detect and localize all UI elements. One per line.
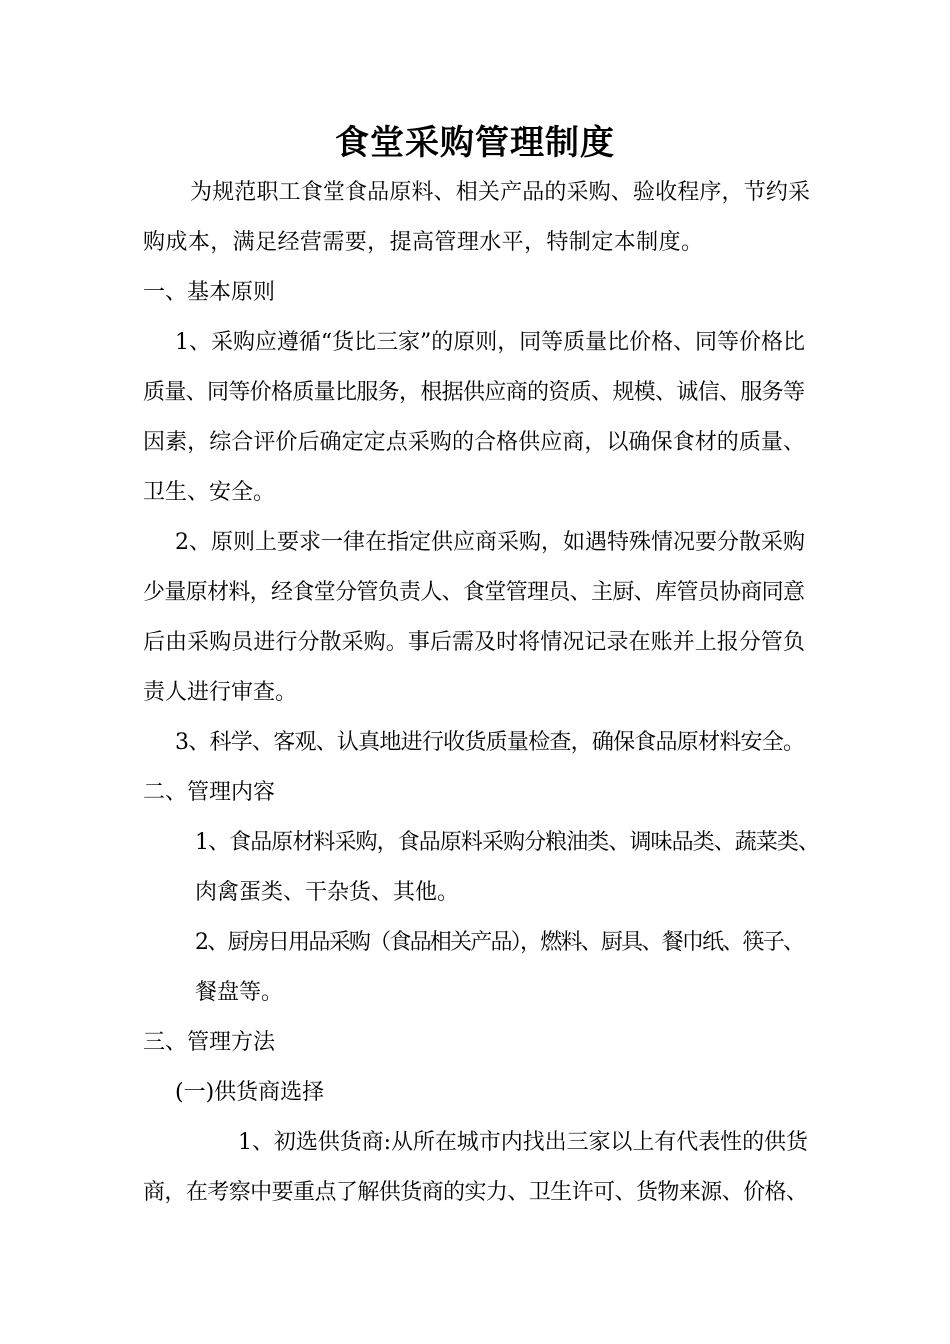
paragraph-line: 卫生、安全。: [143, 480, 276, 505]
section-heading-2: 二、管理内容: [143, 780, 276, 805]
paragraph-line: 商，在考察中要重点了解供货商的实力、卫生许可、货物来源、价格、: [143, 1180, 808, 1205]
paragraph-line: 购成本，满足经营需要，提高管理水平，特制定本制度。: [143, 230, 704, 255]
list-item-line: 1、食品原材料采购，食品原料采购分粮油类、调味品类、蔬菜类、: [195, 830, 820, 855]
list-item-line: 2、厨房日用品采购（食品相关产品），燃料、厨具、餐巾纸、筷子、: [195, 930, 804, 955]
paragraph-line: 为规范职工食堂食品原料、相关产品的采购、验收程序，节约采: [190, 180, 811, 205]
paragraph-line: 责人进行审查。: [143, 680, 298, 705]
section-heading-1: 一、基本原则: [143, 280, 276, 305]
paragraph-line: 质量、同等价格质量比服务，根据供应商的资质、规模、诚信、服务等: [143, 380, 805, 405]
document-title: 食堂采购管理制度: [335, 123, 615, 163]
section-heading-3: 三、管理方法: [143, 1030, 276, 1055]
paragraph-line: 因素，综合评价后确定定点采购的合格供应商，以确保食材的质量、: [143, 430, 806, 455]
subsection-heading: (一)供货商选择: [175, 1080, 325, 1105]
paragraph-line: 3、科学、客观、认真地进行收货质量检查，确保食品原材料安全。: [175, 730, 805, 755]
paragraph-line: 1、采购应遵循“货比三家”的原则，同等质量比价格、同等价格比: [175, 330, 805, 355]
list-item-line: 肉禽蛋类、干杂货、其他。: [195, 880, 460, 905]
paragraph-line: 1、初选供货商:从所在城市内找出三家以上有代表性的供货: [238, 1130, 808, 1155]
paragraph-line: 后由采购员进行分散采购。事后需及时将情况记录在账并上报分管负: [143, 630, 806, 655]
paragraph-line: 2、原则上要求一律在指定供应商采购，如遇特殊情况要分散采购: [175, 530, 805, 555]
paragraph-line: 少量原材料，经食堂分管负责人、食堂管理员、主厨、库管员协商同意: [143, 580, 805, 605]
list-item-line: 餐盘等。: [195, 980, 284, 1005]
